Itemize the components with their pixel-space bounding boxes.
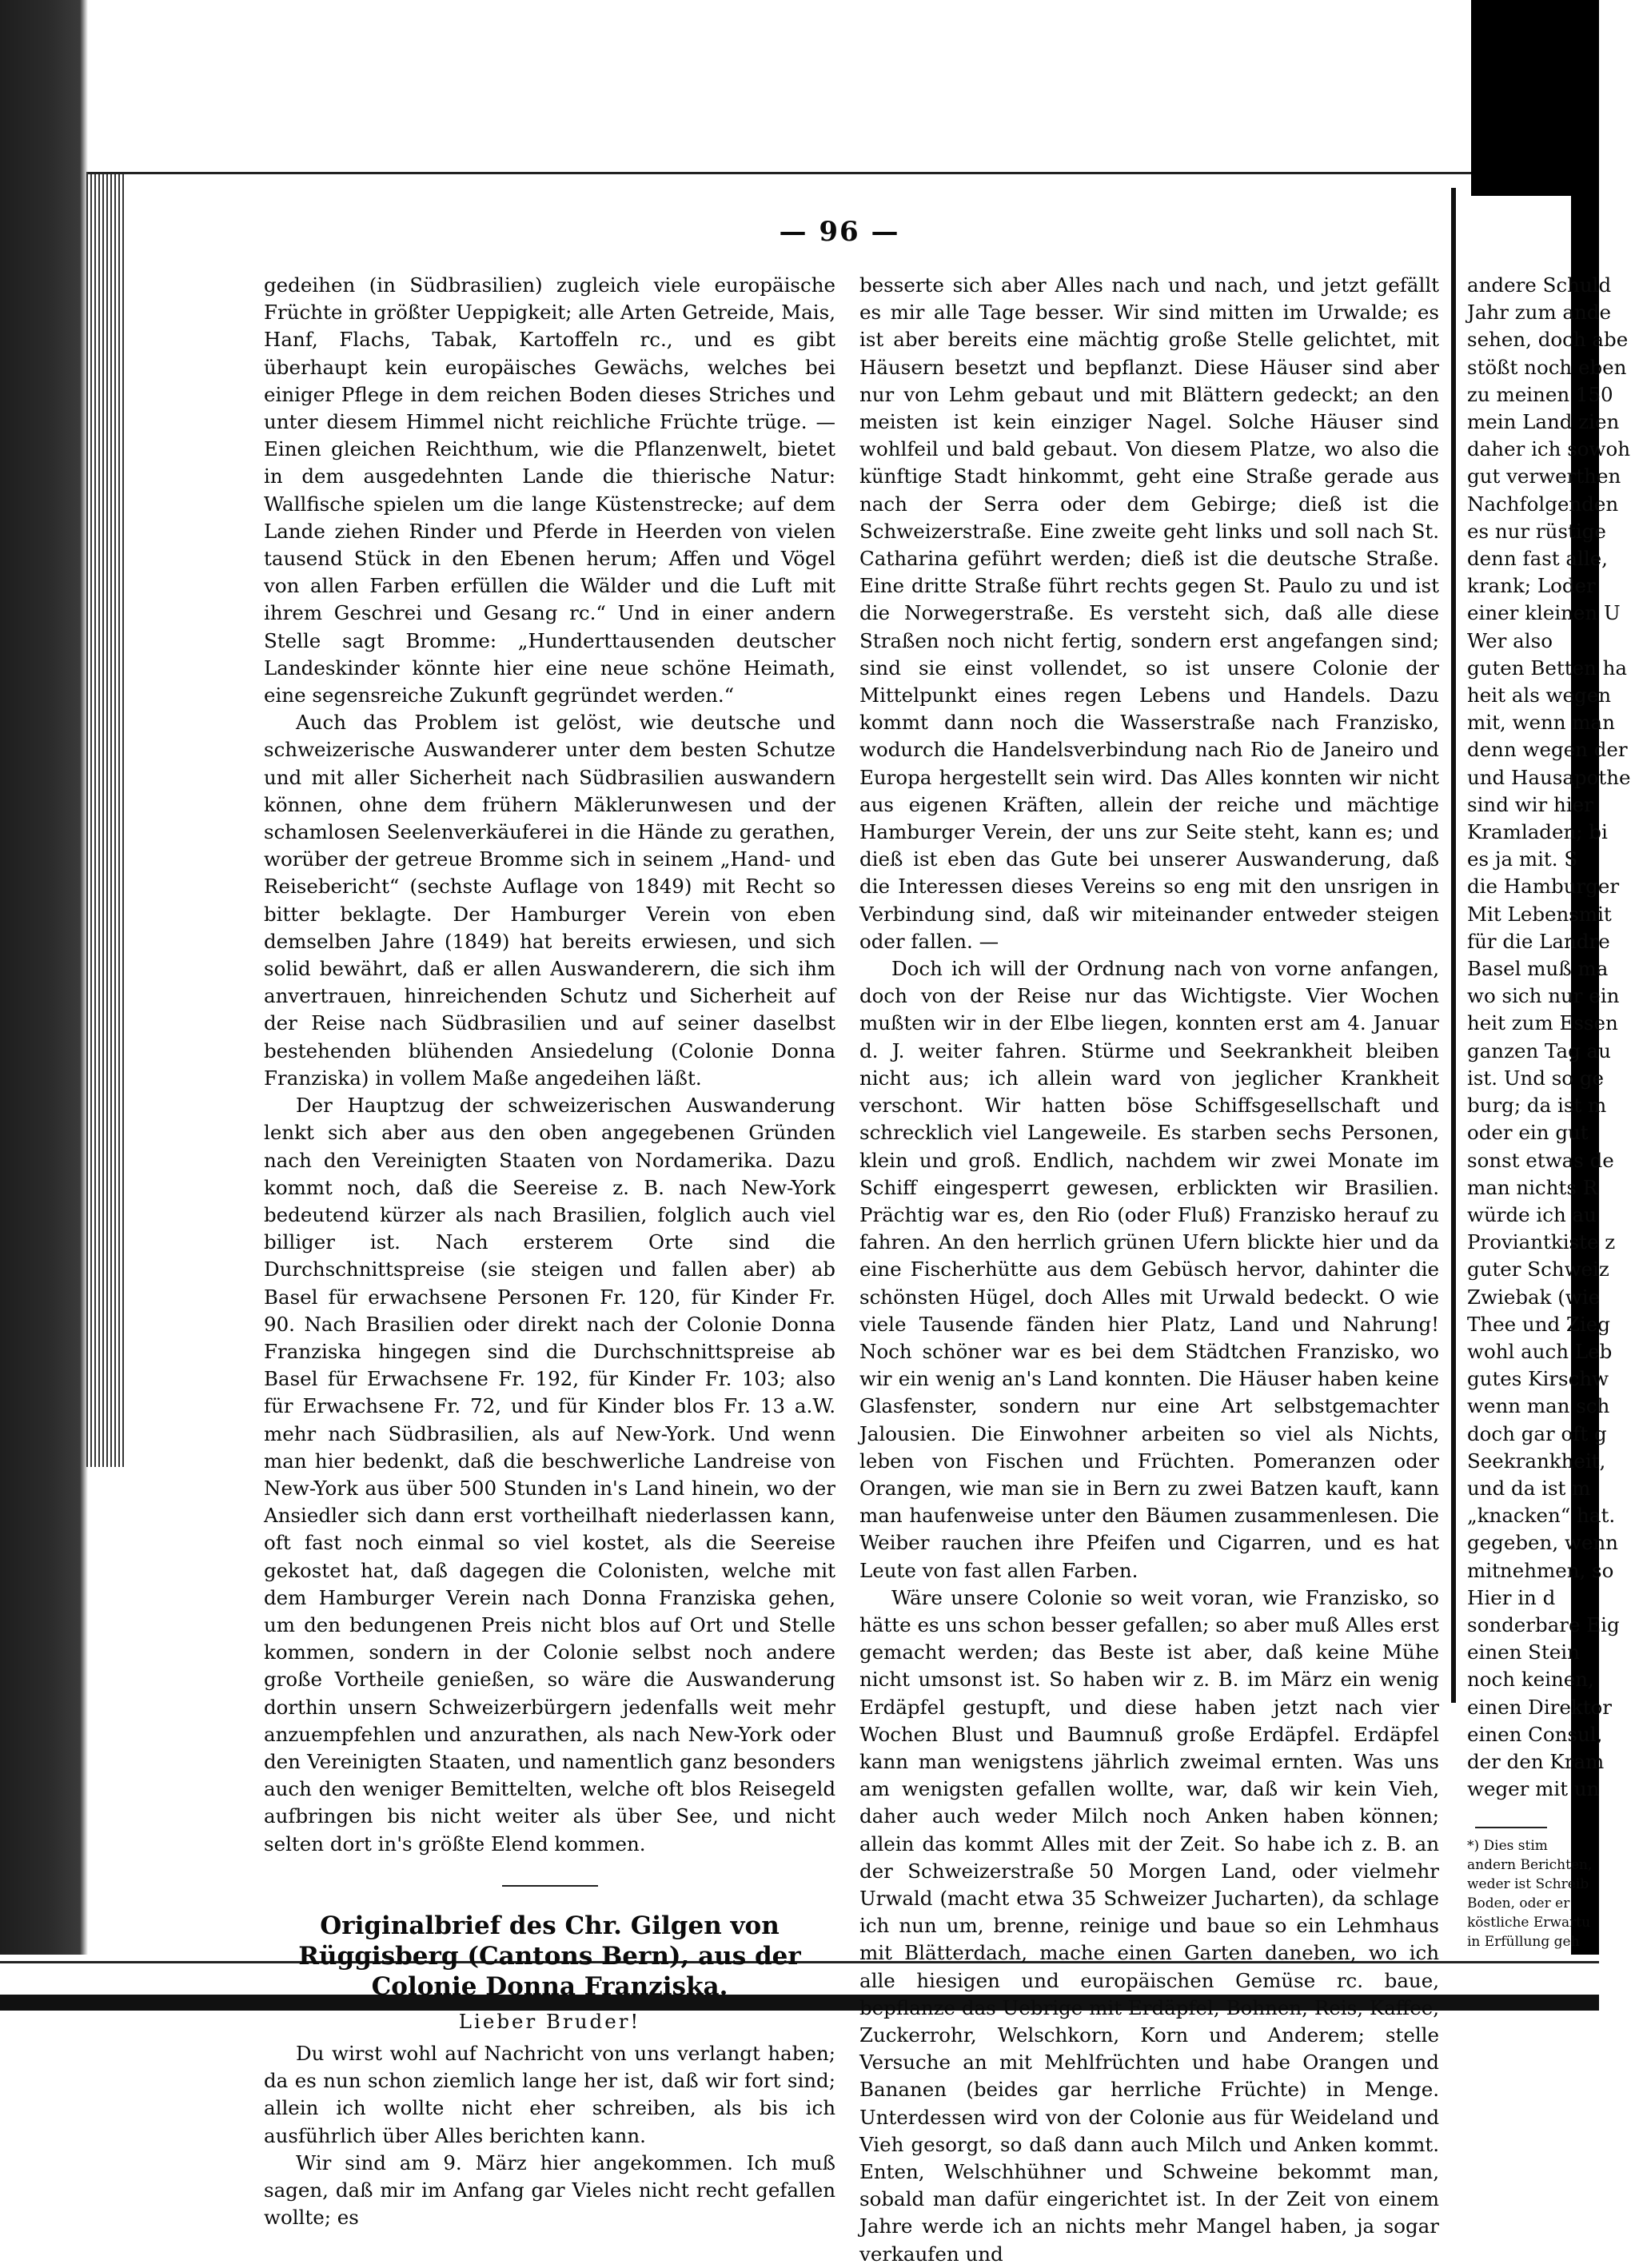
- text-line: Kramladen; bi: [1467, 820, 1608, 844]
- text-line: heit als wegen: [1467, 684, 1611, 708]
- text-line: einer kleinen U: [1467, 601, 1621, 625]
- text-line: denn wegen der: [1467, 738, 1628, 762]
- footnote-line: in Erfüllung geh: [1467, 1934, 1580, 1951]
- text-line: weger mit un: [1467, 1777, 1600, 1801]
- text-line: Jahr zum ande: [1467, 301, 1611, 325]
- page-top-edge: [88, 172, 1479, 174]
- text-line: für die Landre: [1467, 929, 1610, 953]
- text-line: einen Direktor: [1467, 1695, 1613, 1719]
- text-line: mein Land zien: [1467, 410, 1620, 434]
- text-line: krank; Loder: [1467, 574, 1596, 598]
- text-line: andere Schuld: [1467, 273, 1612, 297]
- text-line: stößt noch eben: [1467, 355, 1627, 379]
- paragraph: Der Hauptzug der schweizerischen Auswanderung lenkt sich aber aus den oben angegebenen Gründen nach den Vereinigten Staaten von Nordamerika. Dazu kommt noch, daß die Seereise z. B. nach New-York bedeutend kürzer als nach Brasilien, folglich auch viel billiger ist. Nach ersterem Orte sind die Durchschnittspreise (sie steigen und fallen aber) ab Basel für erwachsene Personen Fr. 120, für Kinder Fr. 90. Nach Brasilien oder direkt nach der Colonie Donna Franziska hingegen sind die Durchschnittspreise ab Basel für Erwachsene Fr. 192, für Kinder Fr. 103; also für Erwachsene Fr. 72, und für Kinder blos Fr. 13 a.W. mehr nach Südbrasilien, als auf New-York. Und wenn man hier bedenkt, daß die beschwerliche Landreise von New-York aus über 500 Stunden in's Land hinein, wo der Ansiedler sich dann erst vortheilhaft niederlassen kann, oft fast noch einmal so viel kostet, als die Seereise gekostet hat, daß dagegen die Colonisten, welche mit dem Hamburger Verein nach Donna Franziska gehen, um den bedungenen Preis nicht blos auf Ort und Stelle kommen, sondern in der Colonie selbst noch andere große Vortheile genießen, so wäre die Auswanderung dorthin unsern Schweizerbürgern jedenfalls weit mehr anzuempfehlen und anzurathen, als nach New-York oder den Vereinigten Staaten, und namentlich ganz besonders auch den weniger Bemittelten, welche oft blos Reisegeld aufbringen bis nicht weiter als über See, und nicht selten dort in's größte Elend kommen.: [264, 1094, 835, 1855]
- section-divider: [502, 1885, 598, 1887]
- text-line: Mit Lebensmit: [1467, 902, 1612, 926]
- column-left: [264, 272, 835, 2231]
- text-line: es nur rüstige: [1467, 519, 1606, 543]
- footnote-line: *) Dies stim: [1467, 1838, 1548, 1855]
- page-fold-line: [1451, 188, 1456, 1703]
- text-line: sonderbare Eig: [1467, 1612, 1620, 1636]
- text-line: der den Kram: [1467, 1749, 1605, 1773]
- text-line: burg; da ist m: [1467, 1094, 1607, 1118]
- text-line: gut verwerthen: [1467, 464, 1621, 488]
- text-line: man nichts R: [1467, 1175, 1598, 1199]
- text-line: einen Stein: [1467, 1640, 1580, 1664]
- footnote: [1467, 1827, 1599, 1951]
- footnote-line: andern Berichten,: [1467, 1857, 1593, 1874]
- text-line: Basel muß ma: [1467, 957, 1609, 981]
- paragraph: Du wirst wohl auf Nachricht von uns verlangt haben; da es nun schon ziemlich lange her ist, daß wir fort sind; allein ich wollte nicht eher schreiben, als bis ich ausführlich über Alles berichten kann.: [264, 2041, 835, 2147]
- text-line: Proviantkiste z: [1467, 1230, 1616, 1254]
- paragraph: gedeihen (in Südbrasilien) zugleich viele europäische Früchte in größter Ueppigkeit; alle Arten Getreide, Mais, Hanf, Flachs, Tabak, Kartoffeln rc., und es gibt überhaupt kein europäisches Gewächs, welches bei einiger Pflege in dem reichen Boden dieses Striches und unter diesem Himmel nicht reichliche Früchte trüge. — Einen gleichen Reichthum, wie die Pflanzenwelt, bietet in dem ausgedehnten Lande die thierische Natur: Wallfische spielen um die lange Küstenstrecke; auf dem Lande ziehen Rinder und Pferde in Heerden von vielen tausend Stück in den Ebenen herum; Affen und Vögel von allen Farben erfüllen die Wälder und die Luft mit ihrem Geschrei und Gesang rc.“ Und in einer andern Stelle sagt Bromme: „Hunderttausenden deutscher Landeskinder könnte hier eine neue schöne Heimath, eine segensreiche Zukunft gegründet werden.“: [264, 273, 835, 708]
- letter-title: Originalbrief des Chr. Gilgen von Rüggisberg (Cantons Bern), aus der Colonie Donna Franziska.: [298, 1911, 801, 2001]
- text-line: wohl auch Leb: [1467, 1339, 1613, 1363]
- text-line: heit zum Essen: [1467, 1011, 1618, 1035]
- paragraph: Wäre unsere Colonie so weit voran, wie Franzisko, so hätte es uns schon besser gefallen; so aber muß Alles erst gemacht werden; das Beste ist aber, daß keine Mühe nicht umsonst ist. So haben wir z. B. im März ein wenig Erdäpfel gestupft, und diese haben jetzt nach vier Wochen Blust und Baumnuß große Erdäpfel. Erdäpfel kann man wenigstens jährlich zweimal ernten. Was uns am wenigsten gefallen wollte, war, daß wir kein Vieh, daher auch weder Milch noch Anken haben können; allein das kommt Alles mit der Zeit. So habe ich z. B. an der Schweizerstraße 50 Morgen Land, oder vielmehr Urwald (macht etwa 35 Schweizer Jucharten), da schlage ich nun um, brenne, reinige und baue so ein Lehmhaus mit Blätterdach, mache einen Garten daneben, wo ich alle hiesigen und europäischen Gemüse rc. baue, bepflanze das Uebrige mit Erdäpfel, Bohnen, Reis, Kaffee, Zuckerrohr, Welschkorn, Korn und Anderem; stelle Versuche an mit Mehlfrüchten und habe Orangen und Bananen (beides gar herrliche Früchte) in Menge. Unterdessen wird von der Colonie aus für Weideland und Vieh gesorgt, so daß dann auch Milch und Anken kommt. Enten, Welschhühner und Schweine bekommt man, sobald man dafür eingerichtet ist. In der Zeit von einem Jahre werde ich an nichts mehr Mangel haben, ja sogar verkaufen und: [859, 1585, 1439, 2266]
- footnote-lines: [1467, 1836, 1599, 1951]
- text-line: Seekrankheit,: [1467, 1449, 1606, 1473]
- text-line: „knacken“ hat.: [1467, 1504, 1616, 1528]
- text-line: daher ich sowoh: [1467, 437, 1631, 461]
- text-line: Zwiebak (wie: [1467, 1285, 1601, 1309]
- scan-left-edge: [0, 0, 88, 2011]
- text-line: noch keinen,: [1467, 1668, 1594, 1692]
- text-line: gutes Kirschw: [1467, 1367, 1609, 1391]
- text-line: sehen, doch abe: [1467, 328, 1629, 352]
- text-line: und Hausapothe: [1467, 765, 1631, 789]
- salutation: Lieber Bruder!: [458, 2009, 641, 2033]
- column-middle: [859, 272, 1439, 2268]
- text-line: zu meinen 150: [1467, 382, 1613, 406]
- text-line: sonst etwas de: [1467, 1148, 1614, 1172]
- cut-column-lines: [1467, 272, 1631, 1803]
- footnote-divider: [1475, 1827, 1547, 1828]
- text-line: und da ist m: [1467, 1476, 1591, 1500]
- paragraph: Auch das Problem ist gelöst, wie deutsche und schweizerische Auswanderer unter dem besten Schutze und mit aller Sicherheit nach Südbrasilien auswandern können, ohne dem frühern Mäklerunwesen und der schamlosen Seelenverkäuferei in die Hände zu gerathen, worüber der getreue Bromme sich in seinem „Hand- und Reisebericht“ (sechste Auflage von 1849) mit Recht so bitter beklagte. Der Hamburger Verein von eben demselben Jahre (1849) hat bereits erwiesen, und sich solid bewährt, daß er allen Auswanderern, die sich ihm anvertrauen, hinreichenden Schutz und Sicherheit auf der Reise nach Südbrasilien und auf seiner daselbst bestehenden blühenden Ansiedelung (Colonie Donna Franziska) in vollem Maße angedeihen läßt.: [264, 711, 835, 1090]
- paragraph: besserte sich aber Alles nach und nach, und jetzt gefällt es mir alle Tage besser. Wir sind mitten im Urwalde; es ist aber bereits eine mächtig große Stelle gelichtet, mit Häusern besetzt und bepflanzt. Diese Häuser sind aber nur von Lehm gebaut und mit Blättern gedeckt; an den meisten ist kein einziger Nagel. Solche Häuser sind wohlfeil und bald gebaut. Von diesem Platze, wo also die künftige Stadt hinkommt, geht eine Straße gerade aus nach der Serra oder dem Gebirge; dieß ist die Schweizerstraße. Eine zweite geht links und soll nach St. Catharina geführt werden; dieß ist die deutsche Straße. Eine dritte Straße führt rechts gegen St. Paulo zu und ist die Norwegerstraße. Es versteht sich, daß alle diese Straßen noch nicht fertig, sondern erst angefangen sind; sind sie einst vollendet, so ist unsere Colonie der Mittelpunkt eines regen Lebens und Handels. Dazu kommt dann noch die Wasserstraße nach Franzisko, wodurch die Handelsverbindung nach Rio de Janeiro und Europa hergestellt sein wird. Das Alles konnten wir nicht aus eigenen Kräften, allein der reiche und mächtige Hamburger Verein, der uns zur Seite steht, kann es; und dieß ist eben das Gute bei unserer Auswanderung, daß die Interessen dieses Vereins so eng mit den unsrigen in Verbindung sind, daß wir miteinander entweder steigen oder fallen. —: [859, 273, 1439, 953]
- text-line: guter Schweiz: [1467, 1258, 1609, 1281]
- text-line: doch gar oft g: [1467, 1421, 1607, 1445]
- text-line: sind wir hier: [1467, 792, 1593, 816]
- text-line: wo sich nur ein: [1467, 984, 1620, 1008]
- paragraph: Doch ich will der Ordnung nach von vorne anfangen, doch von der Reise nur das Wichtigste. Vier Wochen mußten wir in der Elbe liegen, konnten erst am 4. Januar d. J. weiter fahren. Stürme und Seekrankheit bleiben nicht aus; ich allein ward von jeglicher Krankheit verschont. Wir hatten böse Schiffsgesellschaft und schrecklich viel Langeweile. Es starben sechs Personen, klein und groß. Endlich, nachdem wir zwei Monate im Schiff eingesperrt gewesen, erblickten wir Brasilien. Prächtig war es, den Rio (oder Fluß) Franzisko herauf zu fahren. An den herrlich grünen Ufern blickte hier und da eine Fischerhütte aus dem Gebüsch hervor, dahinter die schönsten Hügel, doch Alles mit Urwald bedeckt. O wie viele Tausende fänden hier Platz, Land und Nahrung! Noch schöner war es bei dem Städtchen Franzisko, wo wir ein wenig an's Land konnten. Die Häuser haben keine Glasfenster, sondern nur eine Art selbstgemachter Jalousien. Die Einwohner arbeiten so viel als Nichts, leben von Fischen und Früchten. Pomeranzen oder Orangen, wie man sie in Bern zu zwei Batzen kauft, kann man haufenweise unter den Bäumen zusammenlesen. Die Weiber rauchen ihre Pfeifen und Cigarren, und es hat Leute von fast allen Farben.: [859, 957, 1439, 1582]
- text-line: Wer also: [1467, 628, 1553, 652]
- text-line: mitnehmen, so: [1467, 1558, 1614, 1582]
- text-line: Hier in d: [1467, 1585, 1556, 1609]
- book-spine: [86, 172, 126, 1467]
- text-line: mit, wenn man: [1467, 711, 1615, 735]
- text-line: ist. Und so ge: [1467, 1066, 1605, 1090]
- footnote-line: weder ist Schreib: [1467, 1876, 1589, 1893]
- text-line: es ja mit. S: [1467, 847, 1578, 871]
- text-line: oder ein gut: [1467, 1121, 1589, 1145]
- column-right-cut: [1467, 272, 1631, 1951]
- text-line: denn fast alle,: [1467, 547, 1608, 571]
- text-line: würde ich au: [1467, 1202, 1597, 1226]
- text-line: einen Consul,: [1467, 1722, 1603, 1746]
- text-line: Nachfolgenden: [1467, 492, 1619, 516]
- page-number: — 96 —: [779, 216, 900, 248]
- text-line: ganzen Tag au: [1467, 1038, 1611, 1062]
- footnote-line: Boden, oder er: [1467, 1895, 1570, 1912]
- text-line: gegeben, wenn: [1467, 1531, 1618, 1555]
- text-line: die Hamburger: [1467, 875, 1620, 899]
- footnote-line: köstliche Erwartu: [1467, 1915, 1591, 1931]
- text-line: Thee und Zieg: [1467, 1312, 1610, 1336]
- text-line: wenn man sch: [1467, 1394, 1610, 1418]
- paragraph: Wir sind am 9. März hier angekommen. Ich muß sagen, daß mir im Anfang gar Vieles nicht recht gefallen wollte; es: [264, 2150, 835, 2230]
- text-line: guten Betten ha: [1467, 656, 1628, 680]
